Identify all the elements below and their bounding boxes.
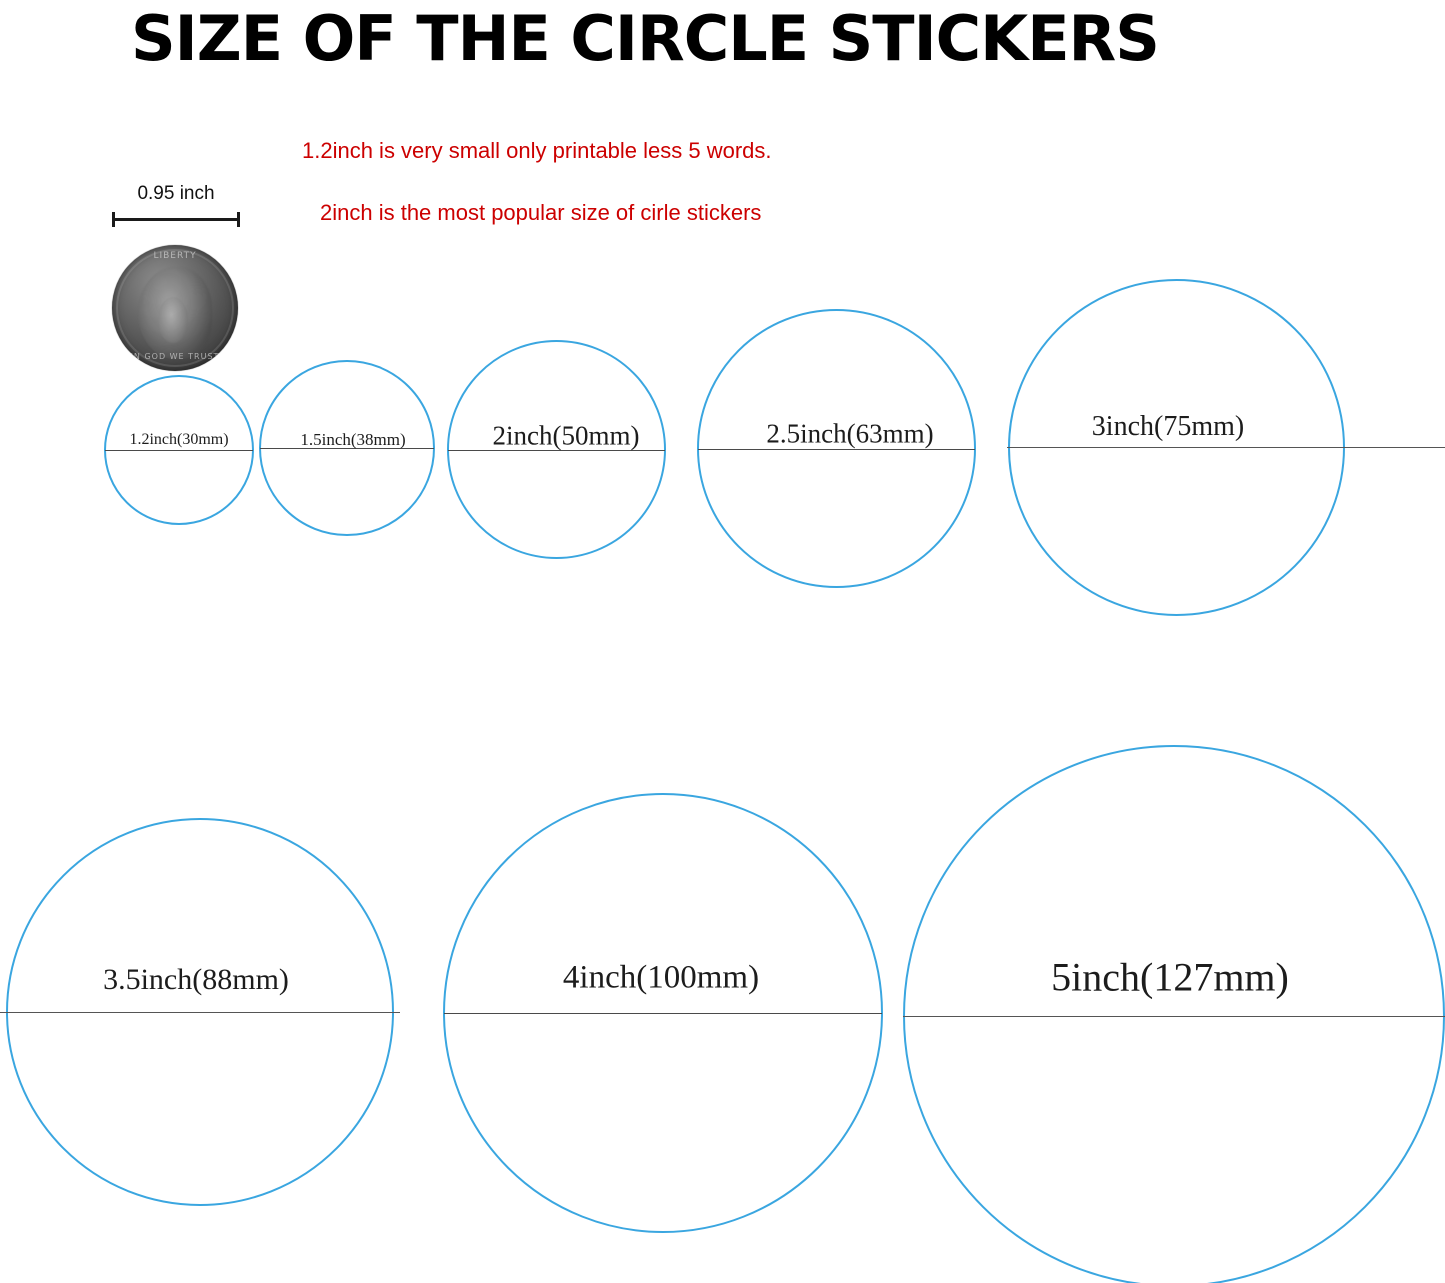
circle-label-2-5inch: 2.5inch(63mm) [766,418,934,449]
circle-label-4inch: 4inch(100mm) [562,959,760,996]
circle-label-1-2inch: 1.2inch(30mm) [129,431,229,448]
note-small-size: 1.2inch is very small only printable less 5 words. [302,138,772,163]
page-title: SIZE OF THE CIRCLE STICKERS [131,2,1159,75]
coin-ruler-label: 0.95 inch [137,183,215,204]
quarter-coin-image [112,245,238,371]
circle-label-3-5inch: 3.5inch(88mm) [103,963,289,996]
note-popular-size: 2inch is the most popular size of cirle stickers [320,200,762,225]
circle-label-5inch: 5inch(127mm) [1051,954,1289,1000]
coin-motto-text: IN GOD WE TRUST [130,352,220,361]
circle-5inch [903,745,1445,1283]
circle-label-3inch: 3inch(75mm) [1091,411,1245,442]
circle-label-1-5inch: 1.5inch(38mm) [300,430,406,449]
circle-3inch-centerline [1007,447,1445,448]
circle-4inch [443,793,883,1233]
circle-label-2inch: 2inch(50mm) [492,420,640,451]
circle-1-2inch [104,375,254,525]
coin-ruler-icon [112,212,240,226]
coin-liberty-text: LIBERTY [153,251,197,261]
circle-3-5inch-centerline [0,1012,400,1013]
circle-5inch-centerline [903,1016,1445,1017]
